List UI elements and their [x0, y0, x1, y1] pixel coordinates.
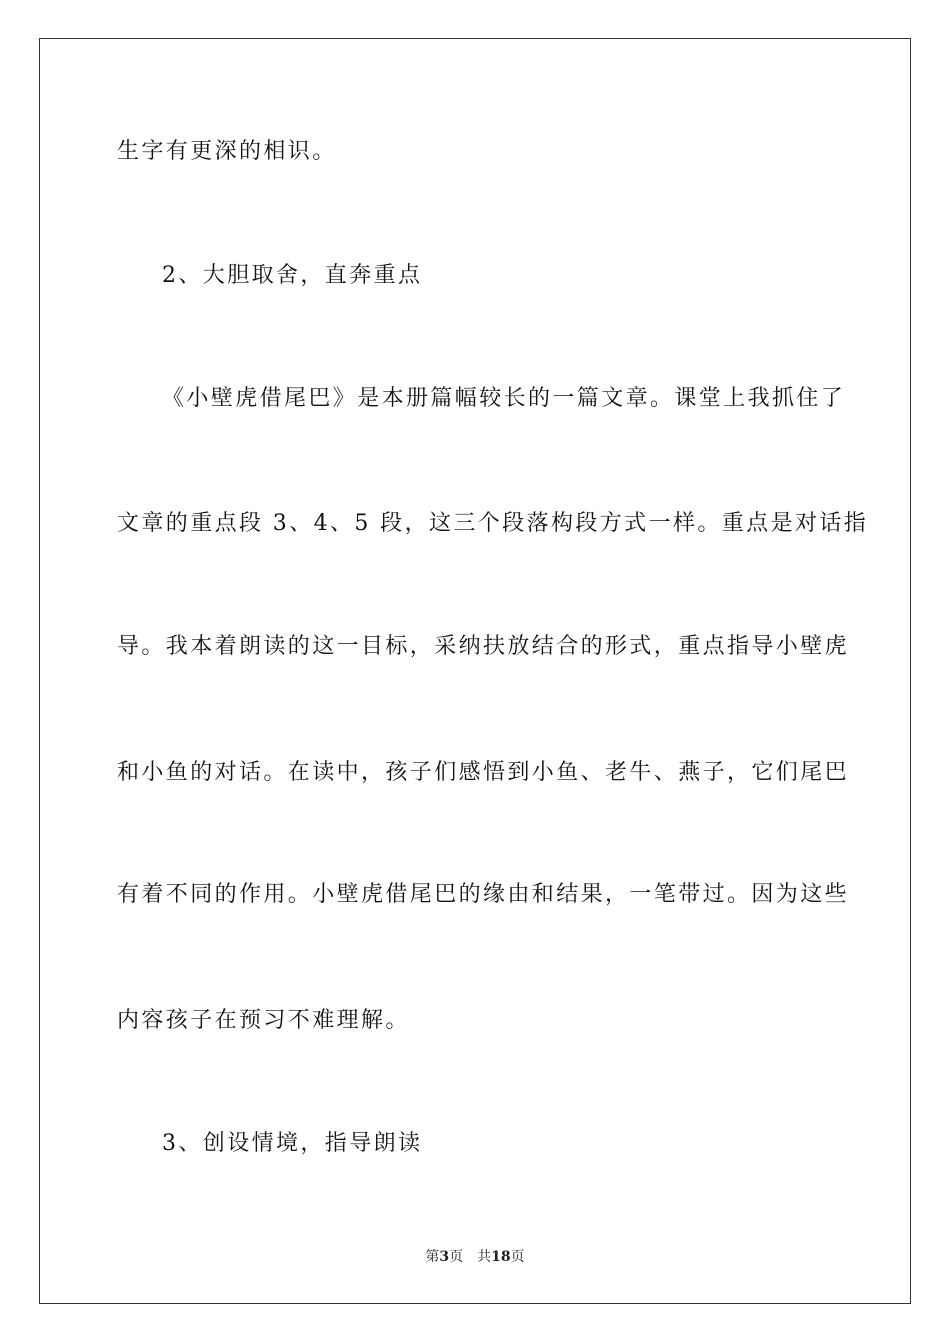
total-prefix: 共: [477, 1249, 492, 1265]
total-pages: 18: [491, 1249, 511, 1265]
page-footer: [0, 1248, 950, 1266]
page-number: 3: [439, 1249, 450, 1265]
text-line-4: 文章的重点段 3、4、5 段，这三个段落构段方式一样。重点是对话指: [117, 511, 869, 536]
page-frame: [39, 38, 911, 1304]
text-line-3: 《小壁虎借尾巴》是本册篇幅较长的一篇文章。课堂上我抓住了: [162, 386, 846, 411]
page-prefix: 第: [425, 1249, 440, 1265]
text-line-6: 和小鱼的对话。在读中，孩子们感悟到小鱼、老牛、燕子，它们尾巴: [117, 760, 850, 785]
section-heading-3: 3、创设情境，指导朗读: [162, 1131, 423, 1156]
page-suffix: 页: [449, 1249, 464, 1265]
text-line-1: 生字有更深的相识。: [117, 139, 337, 164]
text-line-8: 内容孩子在预习不难理解。: [117, 1008, 410, 1033]
section-heading-2: 2、大胆取舍，直奔重点: [162, 263, 423, 288]
text-line-7: 有着不同的作用。小壁虎借尾巴的缘由和结果，一笔带过。因为这些: [117, 882, 850, 907]
text-line-5: 导。我本着朗读的这一目标，采纳扶放结合的形式，重点指导小壁虎: [117, 634, 850, 659]
total-suffix: 页: [510, 1249, 525, 1265]
